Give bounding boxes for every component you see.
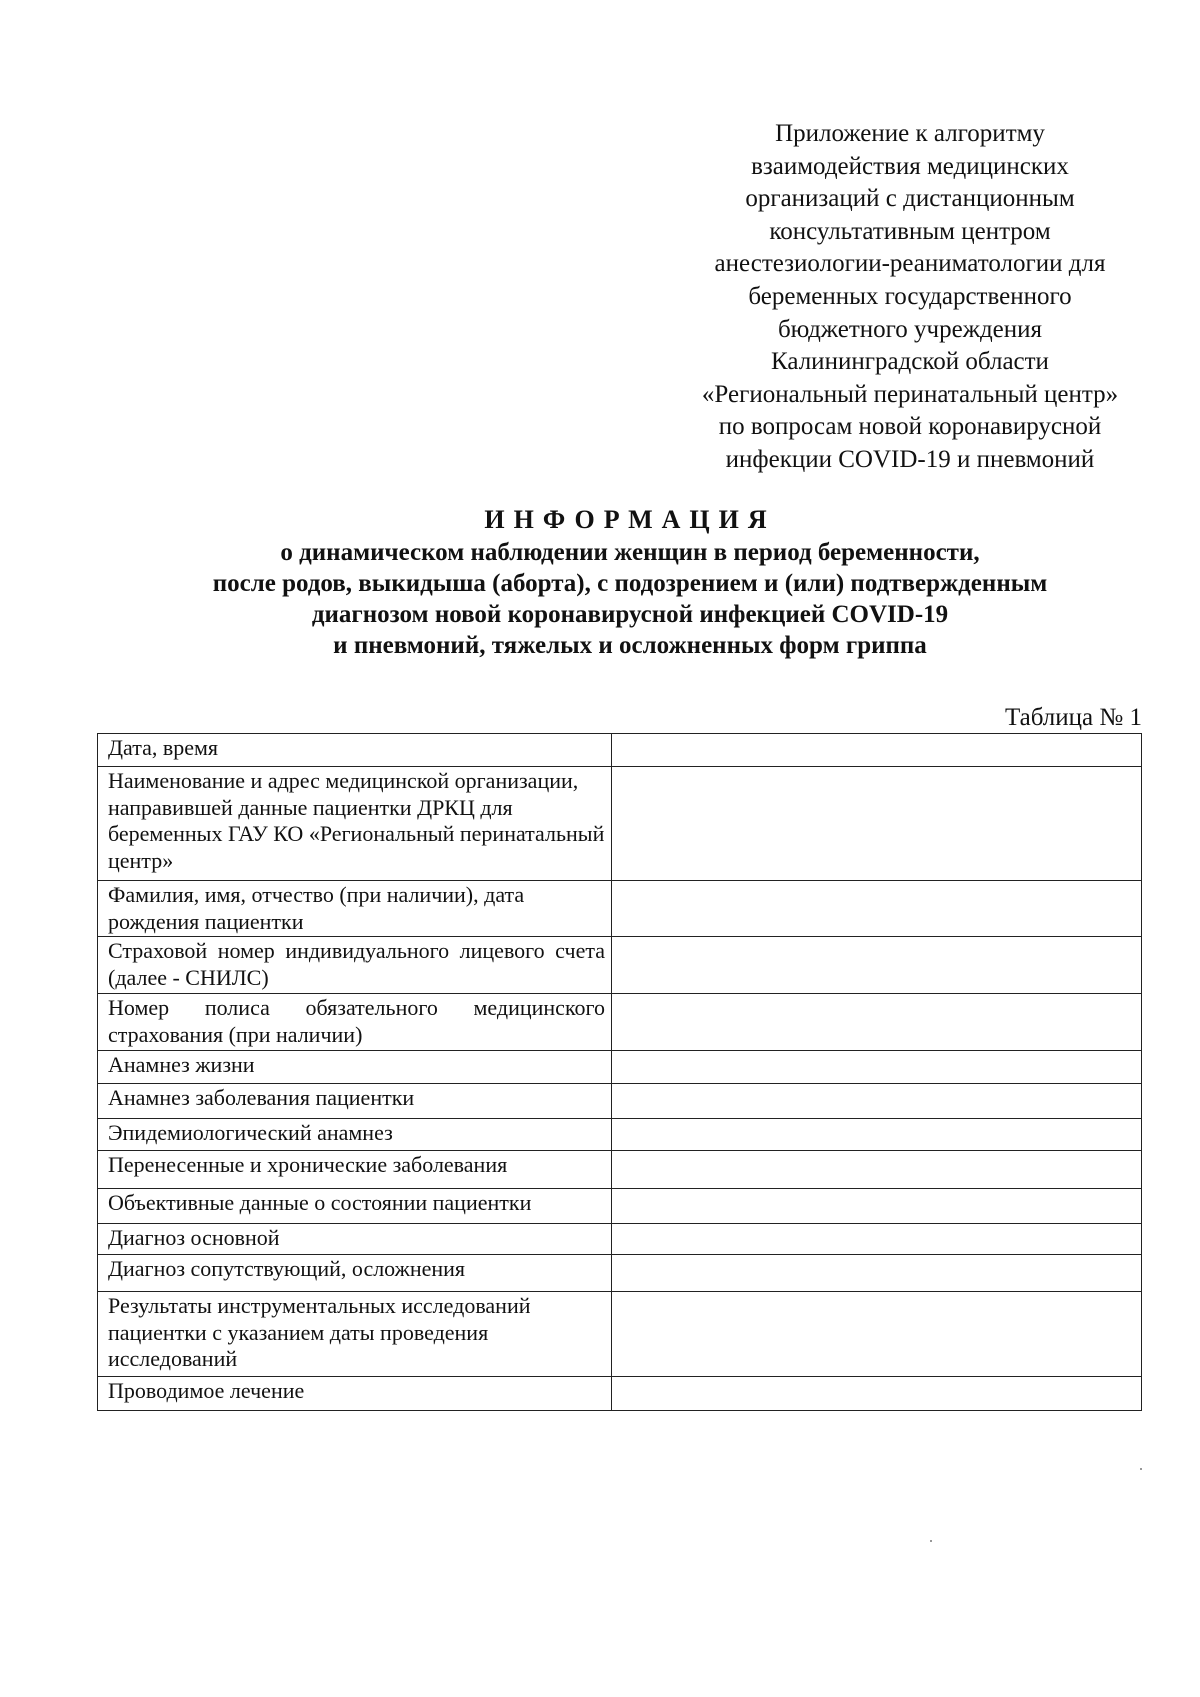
row-label: Страховой номер индивидуального лицевого счета (далее - СНИЛС) [98,937,612,994]
row-value-cell [612,767,1142,881]
document-heading [40,503,1200,661]
info-table [97,733,1142,1411]
appendix-line: по вопросам новой коронавирусной [718,413,1102,441]
table-row [98,1084,1142,1119]
table-row [98,937,1142,994]
scan-speck [1140,1468,1142,1470]
row-value-cell [612,1151,1142,1189]
row-label: Фамилия, имя, отчество (при наличии), дата рождения пациентки [98,881,612,937]
row-value-cell [612,1224,1142,1255]
scan-speck [930,1540,932,1542]
subtitle-line: диагнозом новой коронавирусной инфекцией COVID-19 [311,601,949,628]
table-row [98,734,1142,767]
subtitle-line: о динамическом наблюдении женщин в период беременности, [280,539,980,566]
table-row [98,1051,1142,1084]
table-row [98,1377,1142,1411]
appendix-line: Калининградской области [771,348,1049,376]
appendix-line: бюджетного учреждения [777,315,1043,343]
table-row [98,1224,1142,1255]
row-label: Номер полиса обязательного медицинского страхования (при наличии) [98,994,612,1051]
row-value-cell [612,994,1142,1051]
row-label: Анамнез жизни [98,1051,612,1084]
appendix-line: организаций с дистанционным [745,185,1075,213]
row-value-cell [612,734,1142,767]
row-label: Диагноз сопутствующий, осложнения [98,1255,612,1292]
row-label: Анамнез заболевания пациентки [98,1084,612,1119]
row-value-cell [612,1051,1142,1084]
row-value-cell [612,881,1142,937]
appendix-line: консультативным центром [769,217,1051,245]
table-row [98,1292,1142,1377]
appendix-line: взаимодействия медицинских [751,152,1069,180]
row-label: Перенесенные и хронические заболевания [98,1151,612,1189]
row-label: Объективные данные о состоянии пациентки [98,1189,612,1224]
row-label: Результаты инструментальных исследований пациентки с указанием даты проведения исследований [98,1292,612,1377]
row-label: Эпидемиологический анамнез [98,1119,612,1151]
table-row [98,1119,1142,1151]
table-row [98,1151,1142,1189]
appendix-line: инфекции COVID-19 и пневмоний [725,445,1095,473]
row-value-cell [612,1189,1142,1224]
row-label: Проводимое лечение [98,1377,612,1411]
table-row [98,1189,1142,1224]
subtitle-line: после родов, выкидыша (аборта), с подозрением и (или) подтвержденным [212,570,1048,597]
appendix-line: анестезиологии-реаниматологии для [714,250,1106,278]
row-value-cell [612,1119,1142,1151]
row-value-cell [612,1255,1142,1292]
table-caption: Таблица № 1 [1004,704,1142,731]
table-row [98,994,1142,1051]
row-value-cell [612,1377,1142,1411]
row-value-cell [612,937,1142,994]
table-row [98,1255,1142,1292]
row-label: Диагноз основной [98,1224,612,1255]
table-row [98,767,1142,881]
row-value-cell [612,1292,1142,1377]
appendix-line: Приложение к алгоритму [775,120,1045,147]
row-label: Дата, время [98,734,612,767]
document-subtitle [40,537,1200,661]
appendix-line: «Региональный перинатальный центр» [701,380,1119,408]
document-title: ИНФОРМАЦИЯ [484,505,776,534]
subtitle-line: и пневмоний, тяжелых и осложненных форм гриппа [333,632,927,659]
row-value-cell [612,1084,1142,1119]
row-label: Наименование и адрес медицинской организации, направившей данные пациентки ДРКЦ для беременных ГАУ КО «Региональный перинатальный центр» [98,767,612,881]
table-row [98,881,1142,937]
appendix-note [660,118,1160,477]
appendix-line: беременных государственного [748,282,1072,310]
